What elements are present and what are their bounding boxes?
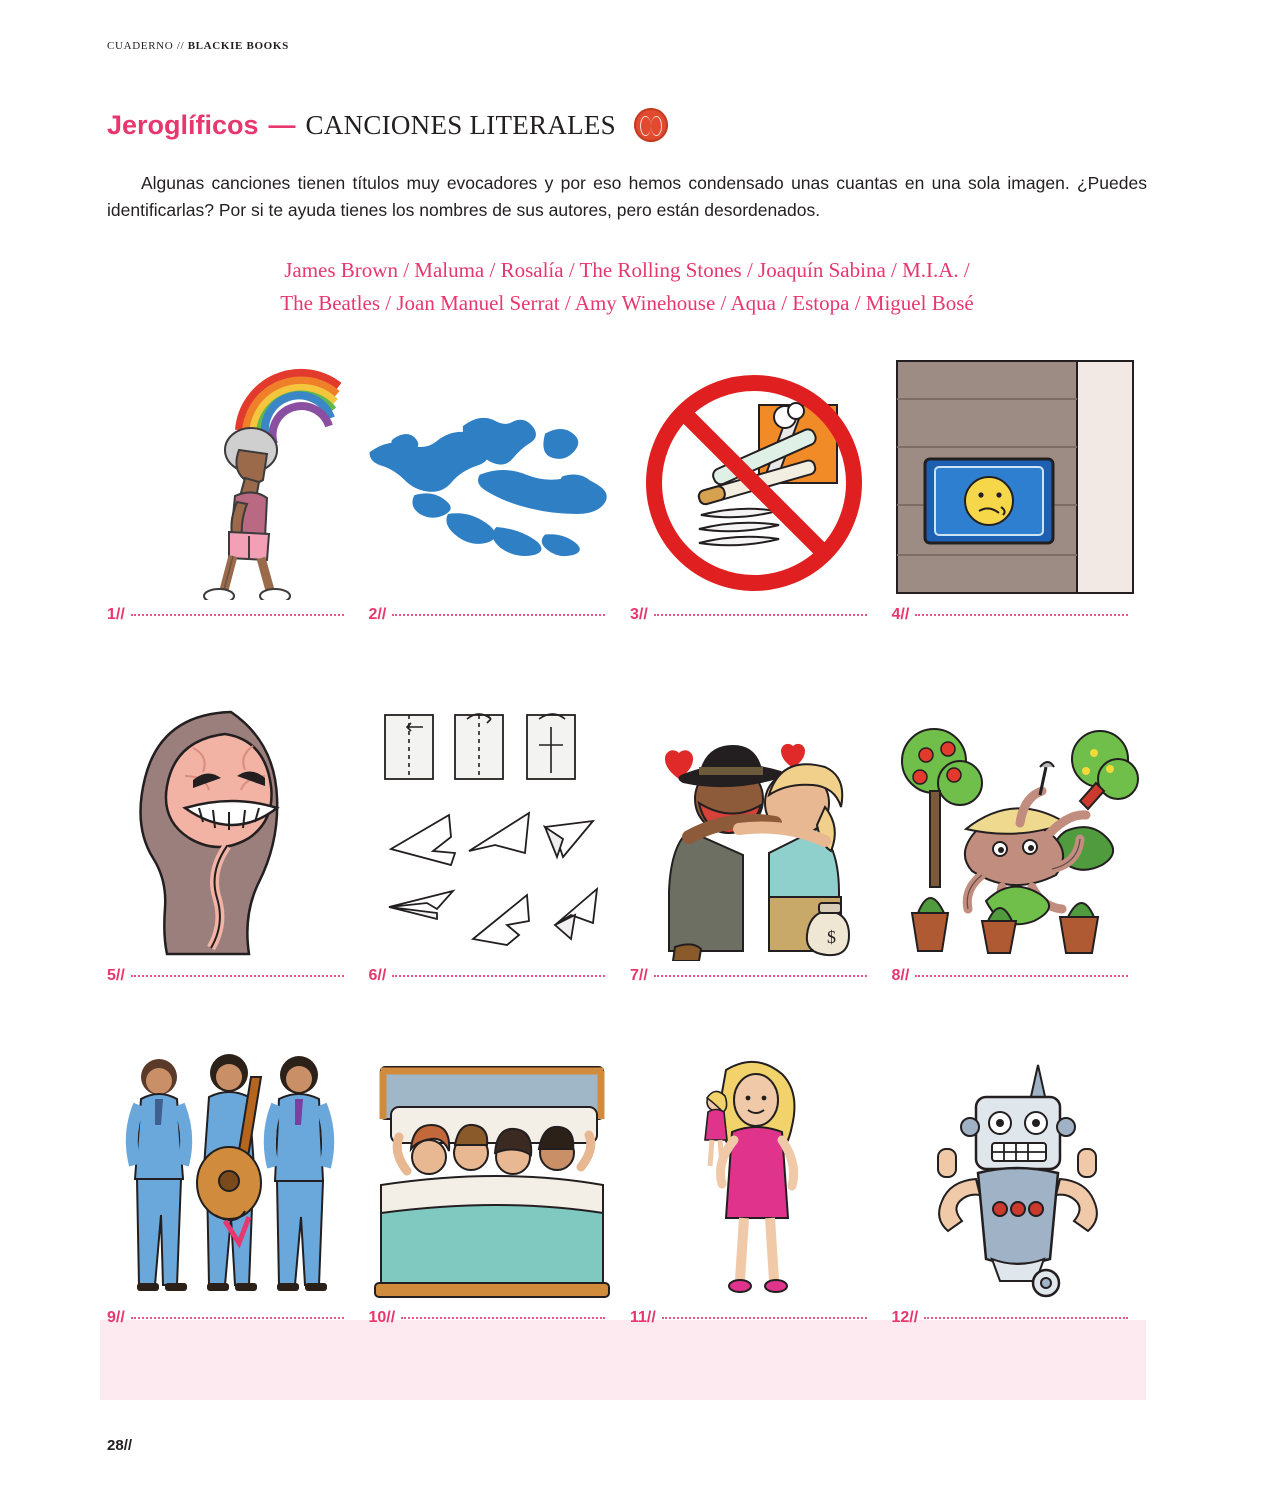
puzzle-image-4 (885, 325, 1147, 600)
answer-dots[interactable] (131, 1317, 344, 1319)
puzzle-cell (362, 325, 624, 646)
intro-text: Algunas canciones tienen títulos muy evocadores y por eso hemos condensado unas cuantas en una sola imagen. ¿Puedes identificarlas? Por si te ayuda tienes los nombres de sus autores, pero están desordenados. (107, 173, 1147, 220)
answer-dots[interactable] (924, 1317, 1128, 1319)
answer-line[interactable] (623, 600, 885, 646)
puzzle-image-8 (885, 686, 1147, 961)
answer-line[interactable] (362, 600, 624, 646)
puzzle-grid (100, 325, 1146, 1349)
puzzle-cell (100, 325, 362, 646)
title-keyword: Jeroglíficos (107, 109, 259, 140)
folio-number: 28 (107, 1437, 124, 1454)
answer-number: 5// (107, 967, 125, 984)
puzzle-image-1 (100, 325, 362, 600)
folio-slashes: // (123, 1437, 133, 1454)
answer-line[interactable] (885, 1303, 1147, 1349)
answer-dots[interactable] (131, 614, 344, 616)
authors-list (107, 254, 1147, 319)
puzzle-cell (623, 686, 885, 1007)
puzzle-image-6 (362, 686, 624, 961)
puzzle-cell (885, 1043, 1147, 1349)
answer-line[interactable] (885, 600, 1147, 646)
answer-line[interactable] (885, 961, 1147, 1007)
svg-text:$: $ (826, 927, 836, 947)
answer-number: 4// (891, 606, 910, 623)
answer-dots[interactable] (401, 1317, 605, 1319)
answer-line[interactable] (100, 1303, 362, 1349)
page-title: CANCIONES LITERALES (305, 109, 616, 140)
puzzle-cell (623, 325, 885, 646)
puzzle-cell (100, 1043, 362, 1349)
answer-dots[interactable] (915, 614, 1128, 616)
answer-number: 9// (107, 1309, 125, 1326)
answer-number: 2// (368, 606, 387, 623)
puzzle-row (100, 1043, 1146, 1349)
puzzle-image-7 (623, 686, 885, 961)
page-folio (107, 1437, 132, 1454)
puzzle-cell (100, 686, 362, 1007)
answer-dots[interactable] (654, 614, 867, 616)
answer-number: 1// (107, 606, 125, 623)
puzzle-image-9 (100, 1043, 362, 1303)
brain-icon (634, 108, 668, 142)
answer-dots[interactable] (392, 614, 605, 616)
puzzle-image-12 (885, 1043, 1147, 1303)
title-dash: — (268, 109, 296, 140)
answer-number: 3// (630, 606, 648, 623)
puzzle-image-10 (362, 1043, 624, 1303)
puzzle-image-3 (623, 325, 885, 600)
answer-line[interactable] (100, 961, 362, 1007)
puzzle-image-5 (100, 686, 362, 961)
header-left: CUADERNO (107, 40, 174, 52)
answer-line[interactable] (623, 1303, 885, 1349)
intro-paragraph (107, 170, 1147, 223)
section-title (107, 108, 668, 142)
answer-dots[interactable] (662, 1317, 867, 1319)
answer-number: 10// (368, 1309, 396, 1326)
answer-number: 6// (368, 967, 387, 984)
authors-line-2: The Beatles / Joan Manuel Serrat / Amy Winehouse / Aqua / Estopa / Miguel Bosé (280, 290, 974, 315)
puzzle-cell (362, 1043, 624, 1349)
answer-line[interactable] (623, 961, 885, 1007)
puzzle-row (100, 686, 1146, 1007)
puzzle-cell (885, 686, 1147, 1007)
answer-number: 8// (891, 967, 910, 984)
answer-line[interactable] (100, 600, 362, 646)
header-brand: BLACKIE BOOKS (187, 40, 289, 52)
puzzle-cell (362, 686, 624, 1007)
puzzle-image-2 (362, 325, 624, 600)
authors-line-1: James Brown / Maluma / Rosalía / The Rolling Stones / Joaquín Sabina / M.I.A. / (284, 258, 970, 282)
answer-dots[interactable] (392, 975, 605, 977)
answer-line[interactable] (362, 1303, 624, 1349)
running-header (107, 40, 289, 52)
answer-dots[interactable] (131, 975, 344, 977)
answer-number: 7// (630, 967, 648, 984)
puzzle-row (100, 325, 1146, 646)
answer-line[interactable] (362, 961, 624, 1007)
answer-dots[interactable] (915, 975, 1128, 977)
answer-dots[interactable] (654, 975, 867, 977)
header-separator: // (176, 40, 185, 52)
puzzle-cell (885, 325, 1147, 646)
puzzle-image-11 (623, 1043, 885, 1303)
answer-number: 11// (630, 1309, 656, 1326)
puzzle-cell (623, 1043, 885, 1349)
answer-number: 12// (891, 1309, 919, 1326)
